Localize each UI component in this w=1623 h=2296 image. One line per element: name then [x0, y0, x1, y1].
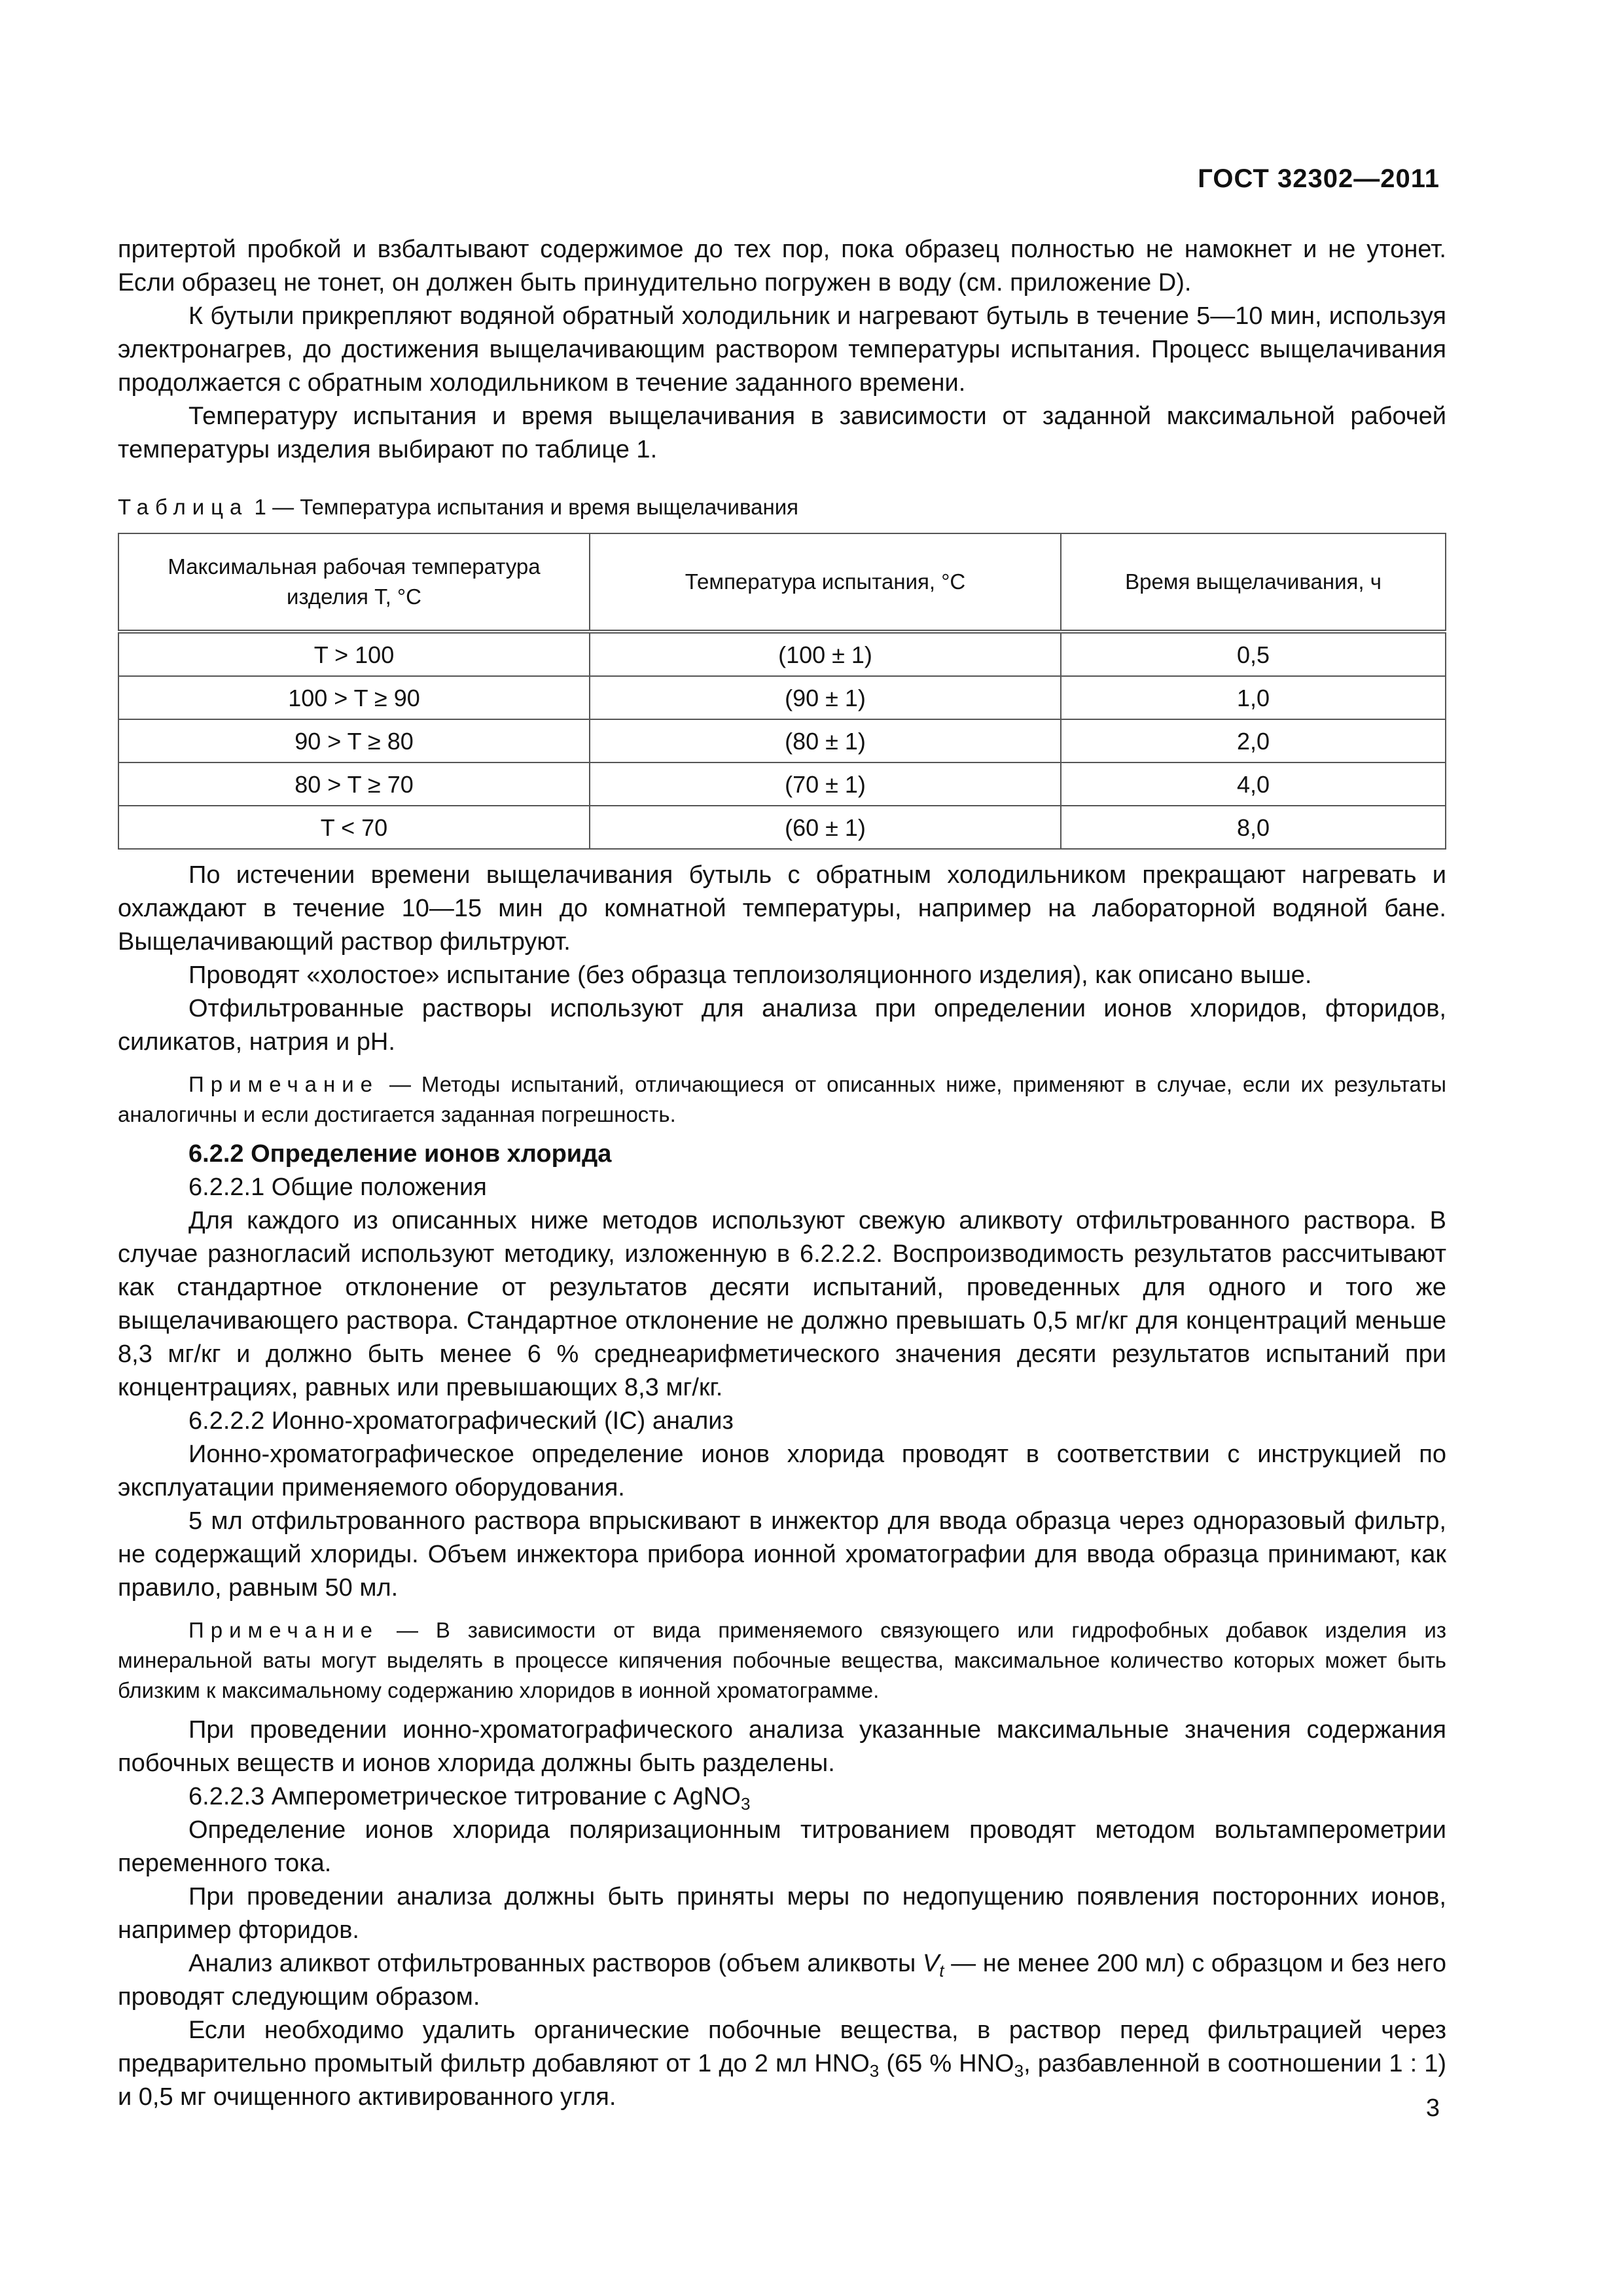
- table-caption-label: Таблица: [118, 495, 249, 519]
- paragraph: По истечении времени выщелачивания бутыль с обратным холодильником прекращают нагревать и охлаждают в течение 10—15 мин до комнатной температуры, например на лабораторной водяной бане. Выщелачивающий раствор фильтруют.: [118, 861, 1446, 956]
- column-header: Максимальная рабочая температура изделия T, °С: [118, 533, 590, 632]
- text-run: (65 % HNO: [879, 2050, 1014, 2077]
- table-caption: [118, 490, 1446, 524]
- variable-subscript: t: [939, 1961, 944, 1981]
- table-cell: (100 ± 1): [590, 632, 1061, 676]
- note-label: Примечание: [188, 1072, 380, 1096]
- variable: V: [922, 1950, 940, 1977]
- subscript: 3: [869, 2061, 880, 2081]
- paragraph: Проводят «холостое» испытание (без образца теплоизоляционного изделия), как описано выше.: [188, 961, 1312, 989]
- text-run: , разбавленной в соотношении 1 : 1) и 0,5 мг очищенного активированного угля.: [118, 2050, 1447, 2111]
- table-cell: T < 70: [118, 806, 590, 849]
- table-row: [118, 719, 1446, 762]
- table-cell: (70 ± 1): [590, 762, 1061, 806]
- text-run: — не менее 200 мл) с образцом и без него проводят следующим образом.: [118, 1950, 1446, 2011]
- paragraph: Определение ионов хлорида поляризационным титрованием проводят методом вольтамперометрии переменного тока.: [118, 1816, 1446, 1877]
- subsection-title-text: 6.2.2.3 Амперометрическое титрование с AgNO: [188, 1783, 741, 1810]
- note: [118, 1069, 1446, 1130]
- text-run: Анализ аликвот отфильтрованных растворов (объем аликвоты: [188, 1950, 923, 1977]
- table-cell: (60 ± 1): [590, 806, 1061, 849]
- note-text: — В зависимости от вида применяемого связующего или гидрофобных добавок изделия из минеральной ваты могут выделять в процессе кипячения побочные вещества, максимальное количество которых может быть близким к максимальному содержанию хлоридов в ионной хроматограмме.: [118, 1618, 1446, 1702]
- paragraph: К бутыли прикрепляют водяной обратный холодильник и нагревают бутыль в течение 5—10 мин, используя электронагрев, до достижения выщелачивающим раствором температуры испытания. Процесс выщелачивания продолжается с обратным холодильником в течение заданного времени.: [118, 302, 1446, 397]
- note: [118, 1615, 1446, 1706]
- table-caption-text: 1 — Температура испытания и время выщелачивания: [248, 495, 799, 519]
- table-row: [118, 632, 1446, 676]
- table-cell: 1,0: [1061, 676, 1446, 719]
- temperature-table: [118, 533, 1446, 850]
- table-cell: 4,0: [1061, 762, 1446, 806]
- table-cell: T > 100: [118, 632, 590, 676]
- column-header: Температура испытания, °С: [590, 533, 1061, 632]
- paragraph: притертой пробкой и взбалтывают содержимое до тех пор, пока образец полностью не намокнет и не утонет. Если образец не тонет, он должен быть принудительно погружен в воду (см. приложение D).: [118, 236, 1446, 296]
- text-run: Если необходимо удалить органические побочные вещества, в раствор перед фильтрацией через предварительно промытый фильтр добавляют от 1 до 2 мл HNO: [118, 2017, 1446, 2077]
- table-cell: (90 ± 1): [590, 676, 1061, 719]
- section-heading: 6.2.2 Определение ионов хлорида: [188, 1140, 612, 1168]
- note-label: Примечание: [188, 1618, 380, 1642]
- paragraph: Для каждого из описанных ниже методов используют свежую аликвоту отфильтрованного раствора. В случае разногласий используют методику, изложенную в 6.2.2.2. Воспроизводимость результатов рассчитывают как стандартное отклонение от результатов десяти испытаний, проведенных для одного и того же выщелачивающего раствора. Стандартное отклонение не должно превышать 0,5 мг/кг для концентраций меньше 8,3 мг/кг и должно быть менее 6 % среднеарифметического значения десяти результатов испытаний при концентрациях, равных или превышающих 8,3 мг/кг.: [118, 1207, 1446, 1401]
- paragraph: Отфильтрованные растворы используют для анализа при определении ионов хлоридов, фторидов, силикатов, натрия и pH.: [118, 995, 1446, 1056]
- table-row: [118, 762, 1446, 806]
- table-cell: (80 ± 1): [590, 719, 1061, 762]
- table-cell: 2,0: [1061, 719, 1446, 762]
- subsection-title: 6.2.2.2 Ионно-хроматографический (IC) анализ: [188, 1407, 734, 1435]
- paragraph: [118, 1947, 1446, 2014]
- table-cell: 100 > T ≥ 90: [118, 676, 590, 719]
- table-cell: 80 > T ≥ 70: [118, 762, 590, 806]
- subscript: 3: [740, 1794, 751, 1814]
- table-cell: 8,0: [1061, 806, 1446, 849]
- paragraph: При проведении анализа должны быть приняты меры по недопущению появления посторонних ионов, например фторидов.: [118, 1883, 1446, 1944]
- page-content: [118, 233, 1446, 2114]
- table-cell: 90 > T ≥ 80: [118, 719, 590, 762]
- table-row: [118, 806, 1446, 849]
- paragraph: 5 мл отфильтрованного раствора впрыскивают в инжектор для ввода образца через одноразовый фильтр, не содержащий хлориды. Объем инжектора прибора ионной хроматографии для ввода образца принимают, как правило, равным 50 мл.: [118, 1507, 1446, 1602]
- table-cell: 0,5: [1061, 632, 1446, 676]
- subscript: 3: [1014, 2061, 1024, 2081]
- document-number: ГОСТ 32302—2011: [1198, 164, 1440, 193]
- note-text: — Методы испытаний, отличающиеся от описанных ниже, применяют в случае, если их результаты аналогичны и если достигается заданная погрешность.: [118, 1072, 1446, 1126]
- paragraph: При проведении ионно-хроматографического анализа указанные максимальные значения содержания побочных веществ и ионов хлорида должны быть разделены.: [118, 1716, 1446, 1777]
- page-number: 3: [1425, 2094, 1440, 2122]
- column-header: Время выщелачивания, ч: [1061, 533, 1446, 632]
- subsection-title: [118, 1780, 1446, 1814]
- paragraph: [118, 2014, 1446, 2114]
- subsection-title: 6.2.2.1 Общие положения: [188, 1174, 487, 1201]
- table-row: [118, 676, 1446, 719]
- paragraph: Ионно-хроматографическое определение ионов хлорида проводят в соответствии с инструкцией по эксплуатации применяемого оборудования.: [118, 1441, 1446, 1501]
- paragraph: Температуру испытания и время выщелачивания в зависимости от заданной максимальной рабочей температуры изделия выбирают по таблице 1.: [118, 403, 1446, 463]
- table-header-row: [118, 533, 1446, 632]
